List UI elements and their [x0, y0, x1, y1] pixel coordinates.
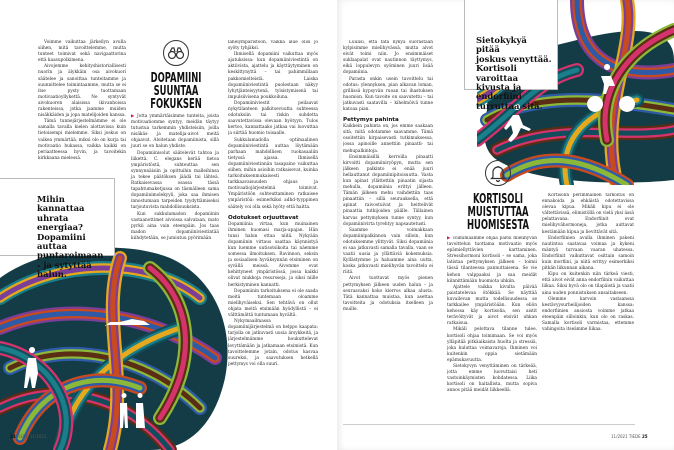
- paragraph: Luulisi, että tätä nykyä suorastaan kylpisimme mielihyvässä, mutta aivot eivät toimi niin. Jo ensimmäiset suklaapalat ovat nautinnon täyttymys, eikä loppulevyn syöminen juuri lisää dopamiinia.: [343, 40, 433, 76]
- paragraph: Sietokyvyn venyttäminen on tärkeää, jotta emme luovuttaisi heti vastoinkäymisten kohdatessa. Liika kortisoli on haitallista, mutta sopiva annos pitää meidät liikkeellä.: [447, 363, 537, 394]
- paragraph: Kipu on kuitenkin niin tärkeä viesti, että aivot eivät anna endorfiinin vaikuttaa liikaa. Siksi hyvä olo on tilapäistä ja vaatii aina uuden ponnistuksen ansaitakseen.: [542, 272, 634, 296]
- heading-line: MUISTUTTAA: [467, 205, 529, 220]
- paragraph: Ajattele vaikka kivulta päivää paistatelevaa ötökkää. Se näyttää kuvailevan mutta todellisuudessa se tarkkailee ympäristöään. Kun eliön kehossa käy kortisolia, sen aistit terävöityvät ja aivot etsivät uhkan ratkaisua.: [447, 284, 537, 327]
- quote-line: kivusta ja endorfiini: [476, 82, 522, 102]
- paragraph: Mikäli pelottava tilanne tulee, kortisoli ohjaa toimimaan. Se voi myös ylläpitää pitkäaikaista huolta ja stressiä, joka kuluttaa voimavaroja. Ihminen voi kuitenkin oppia sietämään epämukavuutta.: [447, 327, 537, 363]
- paragraph: Ensimmäisillä kerroilla pinaatti kirvoitti dopamiiniryöpyn, mutta sen jälkeen palkinto ei enää juuri hellauttanut dopamiinipitoisuutta. Vasta kun apinat yllättettiin pinaatin sijasta mehulla, dopamiinia erittyi jälleen. Tämän jälkeen mehu vaihdettiin taas pinaattiin – sillä seurauksella, että apinat raivostuivat ja heittelivät pinaattia tutkijoiden päälle. Tällainen karvas pettymyksen tunne syntyy, kun dopamiinivirta tyrehtyy napsautetusti.: [343, 154, 433, 227]
- column-3: [228, 40, 318, 422]
- quote-line: Kortisoli varoittaa: [476, 63, 519, 83]
- quote-line: Sietokykyä pitää: [476, 35, 527, 55]
- paragraph: Ihmisellä dopamiini vaikuttaa myös ajatuksissa: kun dopamiiniviestintä on aktiivista, ajattelu ja käyttäytyminen on keskittynyttä – tai pahimmillaan pakkomielteistä. Laiska dopamiiniviestintä puolestaan näkyy lyhytjänteisyytenä, tylsistymisenä tai impulsiivisena poukkoiluna.: [228, 52, 318, 100]
- paragraph: Dopamiiniviestit peilaavat nykytilanteen palkitsevuutta suhteessa odotuksiin tai riskin suhdetta saavutettavissa olevaan hyötyyn. Tulos kertoo, kannattaako jatkaa vai luovuttaa ja siirtää huomio toisaalle.: [228, 100, 318, 137]
- paragraph: Kun sukkulamadon dopamiinin vastaanottimet aivoissa salvataan, mato pyrkii aina vain eteenpäin. Jos taas madon dopamiiniviestintää kiihdytetään, se jumiutuu pyörimään: [131, 211, 219, 241]
- column-2: [131, 114, 219, 242]
- footer-text: TIEDE 11/2021: [16, 434, 47, 439]
- page-number: 25: [641, 434, 648, 439]
- paragraph: Aivot tuottavat myös pienen pettymyksen jälkeen uuden halun – ja seuraavaksi koko kierros alkaa alusta. Tätä kannattaa muistaa, kun asettaa tavoitteita ja odotuksia itselleen ja muille.: [343, 276, 433, 312]
- heading-line: HUOMISESTA: [467, 218, 529, 233]
- column-6: [542, 193, 634, 422]
- paragraph: Kortisolin perimmäinen tarkoitus on ennakoida ja ehkäistä odotettavissa olevaa kipua. Mikäli kipu ei ole vältettävissä, elimistöllä on vielä yksi ässä pelattavana. Endorfiinit ovat mielihyvähormoneja, jotka auttavat kestämään kipua ja lievittävät sitä.: [542, 193, 634, 235]
- text: Jotta ymmärtäisimme tunteita, joista motivaatiomme syntyy, meidän täytyy tutustua tarkemmin yhdisteisiin, joilla nisäkäs- ja matelija-aivot meitä ohjaavat. Aloitetaan dopamiinista, sillä juuri se on halun yhdiste.: [131, 114, 219, 150]
- page-footer: [10, 434, 47, 439]
- paragraph: Endorfiinien avulla ihminen pakeni nautintoa saatavaa voimaa ja kykeni mäntyä turvaan vaaran uhatessa. Endorfiinit vaikuttavat osittain samoin kuin morfiini, ja niitä erittyy esimerkiksi pitkän liikunnan aikana.: [542, 235, 634, 272]
- paragraph: Aivojemme kehityshistoriallisesti nuorin ja älykkäin osa aivokuori säätelee ja sanoittaa tunteitamme ja suunnittelee toimintaamme, mutta se ei itse pysty tuottamaan motivaatioyllykettä. Ne syntyvät aivokuoren alaisissa ikivanhoissa rakenteissa, jotka jaamme muiden nisäkkäiden ja jopa matelijoiden kanssa.: [38, 64, 126, 119]
- heading-line: DOPAMIINI: [150, 71, 202, 86]
- right-page: [337, 0, 674, 450]
- quote-line: Mihin kannattaa: [37, 194, 85, 214]
- column-5: [447, 236, 537, 422]
- subheading: Pettymys pahinta: [343, 117, 399, 124]
- bullet-icon: ▶: [131, 114, 138, 119]
- footer-text: 11/2021 TIEDE: [611, 434, 641, 439]
- page-number: 24: [10, 434, 16, 439]
- quote-line: - ja sytyttää halun.: [37, 259, 92, 280]
- column-1: [38, 40, 126, 162]
- quote-line: joskus venyttää.: [476, 53, 552, 64]
- paragraph: Kaikkein pahinta on, jos emme saakaan sitä, mitä odotamme saavamme. Tämä osoitettiin kirpaisevasti tutkimuksessa, jossa apinoille annettiin pinaatti- tai mehupalkintoja.: [343, 124, 433, 154]
- paragraph: [131, 114, 219, 151]
- pull-quote: [0, 178, 115, 280]
- quote-line: uhrata energiaa?: [37, 212, 83, 233]
- bullet-icon: ▶: [447, 236, 453, 241]
- paragraph: Saamme voimakkaan dopamiinipalkinnon vain silloin, kun odotuksemme ylittyvät. Siksi dopamiinia ei saa jatkuvasti samalla tavalla, vaan se vaatii uusia ja yllättäviä kokemuksia. Kyllästymme ja haluamme aina uutta, koska jatkuvasti mielihyvän tavoittelu ei riitä.: [343, 227, 433, 276]
- paragraph: Dopamiinisolut säätelevät tahtoa ja liikettä. C. elegans kerää tietoa ympäristöstä, suhteuttaa sen synnynnäisiin ja opittuihin malleihinsa ja tekee päätöksen jäädä tai lähteä. Ratkaisevassa osassa tässä tapahtumaketjussa on täsmälleen sama dopamiinimolekyyli, joka saa ihmisen innostumaan tarpeiden tyydyttämiseksi tarjoutuvista mahdollisuuksista.: [131, 150, 219, 211]
- section-heading-dopamine: [144, 72, 207, 111]
- bell-icon: [485, 160, 511, 186]
- paragraph: Nykymaailmassa dopamiinijärjestelmä on helppo kaapata: tarjolla on jatkuvasti uusia ärsykkeitä, ja järjestelmämme houkuttelevat levyttämään ja jatkamaan etsimistä. Kun tavoittelemme jotain, odotus kasvaa suureksi, ja saavutuksen hetkellä pettymys voi olla suuri.: [228, 319, 318, 367]
- heading-line: KORTISOLI: [473, 192, 523, 207]
- binoculars-icon: [163, 40, 189, 66]
- paragraph: Dopamiinia virtaa, kun muinainen ihminen huomasi marja-apajan. Hän tunsi halun ottaa niitä. Nykyään dopamiinin virtaus saattaa käynnistyä kun luemme uutisotsikoita tai näemme somessa ilmoituksen. Ravinnon, seksin ja sosiaalisen hyväksynnän etsiminen on syvällä meissä. Aivomme ovat kehittyneet ympäristössä, jossa kaikki olivat niukkoja resursseja, ja siksi niille herkistyminen kannatti.: [228, 221, 318, 288]
- quote-line: turruttaa sitä.: [476, 100, 543, 111]
- paragraph: [447, 236, 537, 285]
- divider: [343, 424, 635, 425]
- heading-line: SUUNTAA: [153, 84, 199, 99]
- column-4: [343, 40, 433, 422]
- paragraph: Voimme vaikuttaa järkeilyn avulla siihen, mitä tavoittelemme, mutta tunteet toimivat sekä navigaattorina että kaasupolkimena.: [38, 40, 126, 64]
- text: Toimimaamme ohjaa paitsi mielihyvän tavoittelun tuottama motivaatio myös epämiellyttävien karttaminen. Stressihormoni kortisoli – se sama, joka latistaa pettymyksen jälkeen – toimii tässä tilanteessa pannuttaisena. Se vie kehon valppaaksi ja saa meidät kiinnittämään huomiota uhkiin.: [447, 236, 537, 284]
- paragraph: Dopamiinin tarkoituksena ei ole saada meitä tuntemaan oloamme mielihyväiseksi. Sen tehtävä on ollut ohjata meitä etsimään hyödyllistä – ei välttämättä tuntumaan hyvältä.: [228, 288, 318, 319]
- paragraph: Olemme karvoin vastaanssa kestävyysurheilijoiden kanssa: endorfiinien ansiosta voimme jatkaa eteenpäin silloinkin, kun olo on raskas. Samalla kortisoli varmistaa, ettemme vahingoita itseämme liikaa.: [542, 296, 634, 333]
- brain-ribbon-illustration: [0, 238, 240, 450]
- paragraph: Tämä tunnejärjestelmämme ei ole samalla tavalla kielen alottavissa kuin tietoisempi mielemme. Siksi joskus on vaikea ymmärtää, miksi olo on kurja tai motivaatio hukassa, vaikka kaikki on periaatteessa hyvin, ja tavoitekin kirkkaana mielessä.: [38, 119, 126, 161]
- paragraph: Sukkulamadolla optimaalinen dopamiiniviestintä auttaa löytämään parhaan mahdollisen ruokasaaliin tietyssä ajassa. Ihmisellä dopamiiniviestinnän tasapaino vaikuttaa siihen, mihin asioihin ratkaisevat, kuinka tarkoituksenmukaisesti tarkkaavaisuuden ohjaus ja motivaatiojärjestelmä toimivat. Ympäristöön suhteuttaminen ratkaisee ympäristöä: esimerkiksi adhd-tyyppinen säätely voi olla sekä hyöty että haitta.: [228, 137, 318, 210]
- quote-line: puntaroimaan: [37, 250, 104, 261]
- section-heading-cortisol: [466, 193, 529, 232]
- page-footer: [611, 434, 648, 439]
- quote-line: Dopamiini auttaa: [37, 231, 86, 252]
- pull-quote: [464, 0, 558, 111]
- paragraph: Parasta onkin usein tavoittelu tai odotus: ylennyksen, pian alkavan loman, grillissä kypsyvän ruoan tai ihastuksen huomion. Kun tavoite on saavutettu – tai jatkuvasti saatavilla – kihelmöivä tunne katoaa pian.: [343, 76, 433, 113]
- heading-line: FOKUKSEN: [150, 97, 202, 112]
- paragraph: läheiympäristöön, vaikka alue olisi jo syöty tyhjäksi.: [228, 40, 318, 52]
- subheading: Odotukset orjuuttavat: [228, 214, 299, 221]
